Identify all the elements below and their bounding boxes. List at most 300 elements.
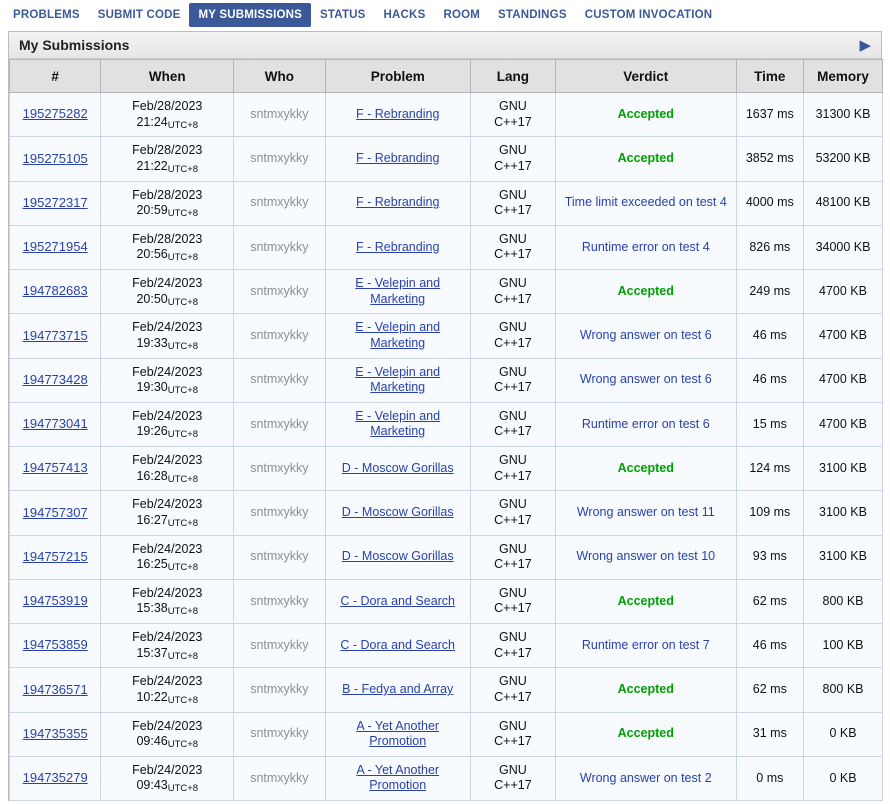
submission-id-cell — [10, 535, 101, 579]
memory-cell: 0 KB — [804, 756, 883, 800]
language-compiler: GNU — [499, 320, 527, 335]
nav-item-standings[interactable]: STANDINGS — [498, 9, 567, 21]
submission-id-cell — [10, 402, 101, 446]
submission-author-cell[interactable]: sntmxykky — [234, 137, 325, 181]
table-row — [10, 491, 883, 535]
submission-clock — [106, 469, 228, 485]
problem-cell — [325, 402, 470, 446]
submission-clock-time: 16:28 — [136, 468, 168, 483]
language-compiler: GNU — [499, 674, 527, 689]
status-badge: Accepted — [617, 151, 674, 166]
submission-clock — [106, 247, 228, 263]
submission-timezone: UTC+8 — [167, 650, 199, 662]
verdict-cell — [555, 579, 736, 623]
language-standard: C++17 — [494, 512, 532, 527]
nav-item-status[interactable]: STATUS — [320, 9, 366, 21]
memory-cell: 4700 KB — [804, 358, 883, 402]
column-header-memory: Memory — [804, 60, 883, 93]
submission-clock — [106, 159, 228, 175]
language-cell — [470, 756, 555, 800]
submission-time-cell — [101, 402, 234, 446]
submission-clock — [106, 424, 228, 440]
problem-cell — [325, 756, 470, 800]
verdict-cell — [555, 491, 736, 535]
verdict-cell — [555, 93, 736, 137]
submission-id-link[interactable]: 194757307 — [22, 504, 88, 520]
problem-cell — [325, 358, 470, 402]
verdict-cell — [555, 668, 736, 712]
table-row — [10, 225, 883, 269]
language-compiler: GNU — [499, 276, 527, 290]
language-cell — [470, 624, 555, 668]
language-standard: C++17 — [494, 380, 532, 395]
submission-clock — [106, 734, 228, 750]
execution-time-cell: 0 ms — [736, 756, 803, 800]
status-badge: Wrong answer on test 6 — [579, 328, 712, 343]
table-row — [10, 358, 883, 402]
column-header-problem: Problem — [325, 60, 470, 93]
verdict-cell — [555, 402, 736, 446]
submission-id-cell — [10, 668, 101, 712]
submission-date: Feb/28/2023 — [132, 231, 203, 246]
submission-clock-time: 21:22 — [136, 158, 168, 173]
submission-date: Feb/24/2023 — [132, 408, 203, 423]
table-row — [10, 447, 883, 491]
problem-link[interactable]: E - Velepin and Marketing — [355, 408, 441, 439]
memory-cell: 3100 KB — [804, 535, 883, 579]
submission-date: Feb/24/2023 — [132, 718, 203, 733]
language-compiler: GNU — [499, 231, 527, 246]
submission-timezone: UTC+8 — [167, 385, 199, 397]
table-row — [10, 756, 883, 800]
nav-item-room[interactable]: ROOM — [443, 9, 481, 21]
execution-time-cell: 93 ms — [736, 535, 803, 579]
submission-clock — [106, 601, 228, 617]
language-standard: C++17 — [494, 778, 532, 793]
nav-item-custom-invocation[interactable]: CUSTOM INVOCATION — [584, 9, 713, 21]
submission-time-cell — [101, 225, 234, 269]
submission-id-link[interactable]: 194735279 — [22, 770, 88, 786]
language-standard: C++17 — [494, 557, 532, 572]
status-badge: Accepted — [617, 460, 674, 475]
problem-link[interactable]: F - Rebranding — [356, 106, 440, 121]
submission-date: Feb/24/2023 — [132, 497, 203, 512]
memory-cell: 53200 KB — [804, 137, 883, 181]
table-row — [10, 314, 883, 358]
submission-author-cell[interactable]: sntmxykky — [234, 270, 325, 314]
submission-date: Feb/28/2023 — [132, 187, 203, 202]
verdict-cell — [555, 535, 736, 579]
problem-cell — [325, 225, 470, 269]
submission-id-cell — [10, 579, 101, 623]
execution-time-cell: 3852 ms — [736, 137, 803, 181]
submission-author-cell[interactable]: sntmxykky — [234, 358, 325, 402]
problem-cell — [325, 314, 470, 358]
submission-timezone: UTC+8 — [167, 429, 199, 441]
problem-link[interactable]: E - Velepin and Marketing — [355, 320, 441, 350]
status-badge: Time limit exceeded on test 4 — [564, 195, 727, 210]
submission-id-cell — [10, 181, 101, 225]
problem-cell — [325, 137, 470, 181]
language-cell — [470, 270, 555, 314]
execution-time-cell: 826 ms — [736, 225, 803, 269]
language-compiler: GNU — [499, 497, 527, 512]
submission-timezone: UTC+8 — [167, 340, 199, 352]
table-row — [10, 668, 883, 712]
submission-author-cell[interactable]: sntmxykky — [234, 712, 325, 756]
chevron-right-icon[interactable]: ▶ — [859, 36, 871, 54]
submission-clock-time: 09:46 — [136, 734, 168, 749]
submission-timezone: UTC+8 — [167, 296, 199, 308]
problem-cell — [325, 579, 470, 623]
status-badge: Wrong answer on test 10 — [576, 549, 716, 564]
submission-timezone: UTC+8 — [167, 163, 199, 175]
submission-time-cell — [101, 712, 234, 756]
submissions-table — [9, 59, 883, 801]
submission-time-cell — [101, 358, 234, 402]
verdict-cell — [555, 358, 736, 402]
problem-link[interactable]: D - Moscow Gorillas — [341, 505, 454, 520]
submission-date: Feb/24/2023 — [132, 276, 203, 290]
execution-time-cell: 46 ms — [736, 314, 803, 358]
language-cell — [470, 491, 555, 535]
submission-id-link[interactable]: 194773041 — [22, 416, 88, 432]
language-compiler: GNU — [499, 187, 527, 202]
memory-cell: 48100 KB — [804, 181, 883, 225]
submission-date: Feb/24/2023 — [132, 541, 203, 556]
submission-clock — [106, 115, 228, 131]
execution-time-cell: 1637 ms — [736, 93, 803, 137]
submission-time-cell — [101, 93, 234, 137]
submission-id-link[interactable]: 195275105 — [22, 150, 88, 166]
column-header-time: Time — [736, 60, 803, 93]
language-standard: C++17 — [494, 247, 532, 262]
problem-link[interactable]: F - Rebranding — [356, 239, 440, 254]
submission-author-cell[interactable]: sntmxykky — [234, 756, 325, 800]
submission-id-cell — [10, 225, 101, 269]
problem-cell — [325, 181, 470, 225]
language-compiler: GNU — [499, 718, 527, 733]
submission-time-cell — [101, 535, 234, 579]
language-standard: C++17 — [494, 734, 532, 749]
problem-link[interactable]: A - Yet Another Promotion — [356, 762, 440, 793]
problem-cell — [325, 93, 470, 137]
submission-id-cell — [10, 447, 101, 491]
problem-cell — [325, 668, 470, 712]
submission-date: Feb/24/2023 — [132, 674, 203, 689]
language-compiler: GNU — [499, 630, 527, 644]
nav-item-submit-code[interactable]: SUBMIT CODE — [97, 9, 181, 21]
execution-time-cell: 46 ms — [736, 624, 803, 668]
submission-id-link[interactable]: 194736571 — [22, 681, 88, 697]
language-standard: C++17 — [494, 645, 532, 660]
column-header-who: Who — [234, 60, 325, 93]
submission-timezone: UTC+8 — [167, 739, 199, 751]
submission-author-cell[interactable]: sntmxykky — [234, 93, 325, 137]
submission-clock-time: 09:43 — [136, 778, 168, 793]
language-cell — [470, 314, 555, 358]
verdict-cell — [555, 756, 736, 800]
problem-cell — [325, 447, 470, 491]
submission-id-link[interactable]: 194757215 — [22, 548, 88, 564]
memory-cell: 3100 KB — [804, 447, 883, 491]
submission-time-cell — [101, 447, 234, 491]
submission-date: Feb/24/2023 — [132, 364, 203, 379]
submission-clock — [106, 513, 228, 529]
verdict-cell — [555, 270, 736, 314]
execution-time-cell: 46 ms — [736, 358, 803, 402]
submission-clock-time: 20:50 — [136, 291, 168, 306]
execution-time-cell: 15 ms — [736, 402, 803, 446]
status-badge: Wrong answer on test 6 — [579, 372, 712, 387]
submission-id-link[interactable]: 195271954 — [22, 239, 88, 255]
memory-cell: 31300 KB — [804, 93, 883, 137]
memory-cell: 34000 KB — [804, 225, 883, 269]
submission-author-cell[interactable]: sntmxykky — [234, 624, 325, 668]
submission-id-link[interactable]: 194782683 — [22, 283, 88, 299]
submission-time-cell — [101, 624, 234, 668]
submission-timezone: UTC+8 — [167, 562, 199, 574]
problem-link[interactable]: C - Dora and Search — [340, 593, 456, 608]
column-header-: # — [10, 60, 101, 93]
language-cell — [470, 535, 555, 579]
submission-author-cell[interactable]: sntmxykky — [234, 225, 325, 269]
language-compiler: GNU — [499, 364, 527, 379]
problem-link[interactable]: A - Yet Another Promotion — [356, 718, 440, 749]
language-cell — [470, 181, 555, 225]
language-cell — [470, 447, 555, 491]
submission-id-cell — [10, 491, 101, 535]
language-compiler: GNU — [499, 99, 527, 113]
submission-time-cell — [101, 270, 234, 314]
submission-timezone: UTC+8 — [167, 208, 199, 220]
page-title: My Submissions — [19, 37, 130, 53]
submission-author-cell[interactable]: sntmxykky — [234, 491, 325, 535]
submission-date: Feb/24/2023 — [132, 630, 203, 644]
problem-cell — [325, 535, 470, 579]
submission-timezone: UTC+8 — [167, 606, 199, 618]
submission-id-link[interactable]: 195275282 — [22, 106, 88, 122]
problem-link[interactable]: E - Velepin and Marketing — [355, 364, 441, 395]
language-cell — [470, 402, 555, 446]
problem-link[interactable]: E - Velepin and Marketing — [355, 276, 441, 306]
language-compiler: GNU — [499, 541, 527, 556]
language-compiler: GNU — [499, 453, 527, 467]
nav-item-problems[interactable]: PROBLEMS — [13, 9, 80, 21]
language-cell — [470, 579, 555, 623]
submission-id-cell — [10, 314, 101, 358]
submission-timezone: UTC+8 — [167, 517, 199, 529]
table-row — [10, 181, 883, 225]
problem-link[interactable]: C - Dora and Search — [340, 637, 456, 652]
execution-time-cell: 109 ms — [736, 491, 803, 535]
verdict-cell — [555, 447, 736, 491]
submission-id-cell — [10, 137, 101, 181]
submission-clock — [106, 203, 228, 219]
status-badge: Runtime error on test 4 — [581, 239, 710, 254]
verdict-cell — [555, 181, 736, 225]
submission-clock-time: 15:38 — [136, 601, 168, 616]
submission-time-cell — [101, 668, 234, 712]
submission-date: Feb/24/2023 — [132, 585, 203, 600]
submission-author-cell[interactable]: sntmxykky — [234, 447, 325, 491]
column-header-when: When — [101, 60, 234, 93]
submission-id-link[interactable]: 194753919 — [22, 593, 88, 609]
submission-clock — [106, 690, 228, 706]
column-header-lang: Lang — [470, 60, 555, 93]
submission-clock-time: 19:30 — [136, 380, 168, 395]
verdict-cell — [555, 712, 736, 756]
submission-clock — [106, 778, 228, 794]
submission-clock — [106, 292, 228, 308]
execution-time-cell: 249 ms — [736, 270, 803, 314]
problem-cell — [325, 270, 470, 314]
table-row — [10, 712, 883, 756]
language-cell — [470, 712, 555, 756]
submission-author-cell[interactable]: sntmxykky — [234, 668, 325, 712]
memory-cell: 800 KB — [804, 579, 883, 623]
language-standard: C++17 — [494, 291, 532, 306]
table-row — [10, 624, 883, 668]
submission-timezone: UTC+8 — [167, 473, 199, 485]
submission-clock-time: 16:27 — [136, 512, 168, 527]
submission-id-cell — [10, 270, 101, 314]
submission-time-cell — [101, 137, 234, 181]
submission-clock-time: 16:25 — [136, 557, 168, 572]
submission-time-cell — [101, 756, 234, 800]
table-body — [10, 93, 883, 801]
submission-clock-time: 21:24 — [136, 114, 168, 129]
problem-cell — [325, 624, 470, 668]
language-standard: C++17 — [494, 158, 532, 173]
memory-cell: 800 KB — [804, 668, 883, 712]
submission-id-link[interactable]: 194773715 — [22, 327, 88, 343]
table-row — [10, 93, 883, 137]
submission-id-cell — [10, 358, 101, 402]
language-compiler: GNU — [499, 762, 527, 777]
submission-author-cell[interactable]: sntmxykky — [234, 535, 325, 579]
status-badge: Accepted — [617, 682, 674, 697]
submission-time-cell — [101, 314, 234, 358]
submission-timezone: UTC+8 — [167, 252, 199, 264]
problem-cell — [325, 712, 470, 756]
status-badge: Accepted — [617, 106, 674, 121]
submission-date: Feb/24/2023 — [132, 453, 203, 467]
submission-timezone: UTC+8 — [167, 694, 199, 706]
status-badge: Runtime error on test 6 — [581, 416, 710, 431]
verdict-cell — [555, 225, 736, 269]
table-row — [10, 270, 883, 314]
table-header-row — [10, 60, 883, 93]
my-submissions-panel — [8, 31, 882, 801]
nav-item-hacks[interactable]: HACKS — [383, 9, 426, 21]
language-standard: C++17 — [494, 689, 532, 704]
problem-link[interactable]: B - Fedya and Array — [342, 682, 454, 697]
submission-clock-time: 10:22 — [136, 689, 168, 704]
submission-clock-time: 15:37 — [136, 645, 168, 660]
submission-clock — [106, 336, 228, 352]
language-standard: C++17 — [494, 335, 532, 350]
submission-date: Feb/24/2023 — [132, 320, 203, 335]
status-badge: Runtime error on test 7 — [581, 637, 710, 652]
submission-clock-time: 20:59 — [136, 203, 168, 218]
submission-author-cell[interactable]: sntmxykky — [234, 579, 325, 623]
language-cell — [470, 225, 555, 269]
verdict-cell — [555, 137, 736, 181]
problem-cell — [325, 491, 470, 535]
submission-clock — [106, 380, 228, 396]
submission-clock-time: 19:26 — [136, 424, 168, 439]
submission-timezone: UTC+8 — [167, 783, 199, 795]
execution-time-cell: 4000 ms — [736, 181, 803, 225]
submission-clock-time: 19:33 — [136, 335, 168, 350]
execution-time-cell: 62 ms — [736, 579, 803, 623]
language-cell — [470, 137, 555, 181]
verdict-cell — [555, 314, 736, 358]
memory-cell: 0 KB — [804, 712, 883, 756]
submission-id-link[interactable]: 194735355 — [22, 725, 88, 741]
execution-time-cell: 31 ms — [736, 712, 803, 756]
main-navigation — [0, 0, 890, 31]
submission-id-link[interactable]: 194773428 — [22, 371, 88, 387]
language-standard: C++17 — [494, 601, 532, 616]
language-compiler: GNU — [499, 408, 527, 423]
language-cell — [470, 358, 555, 402]
problem-link[interactable]: F - Rebranding — [356, 195, 440, 210]
memory-cell: 4700 KB — [804, 402, 883, 446]
memory-cell: 4700 KB — [804, 314, 883, 358]
submission-clock — [106, 646, 228, 662]
problem-link[interactable]: D - Moscow Gorillas — [341, 460, 454, 475]
language-standard: C++17 — [494, 468, 532, 483]
column-header-verdict: Verdict — [555, 60, 736, 93]
submission-timezone: UTC+8 — [167, 119, 199, 131]
language-compiler: GNU — [499, 143, 527, 158]
language-standard: C++17 — [494, 424, 532, 439]
language-cell — [470, 668, 555, 712]
language-compiler: GNU — [499, 585, 527, 600]
table-row — [10, 579, 883, 623]
verdict-cell — [555, 624, 736, 668]
submission-time-cell — [101, 181, 234, 225]
submission-author-cell[interactable]: sntmxykky — [234, 314, 325, 358]
panel-header — [9, 32, 881, 59]
memory-cell: 4700 KB — [804, 270, 883, 314]
memory-cell: 3100 KB — [804, 491, 883, 535]
status-badge: Wrong answer on test 11 — [576, 505, 715, 520]
language-standard: C++17 — [494, 203, 532, 218]
submission-author-cell[interactable]: sntmxykky — [234, 402, 325, 446]
submission-id-link[interactable]: 194753859 — [22, 637, 88, 653]
problem-link[interactable]: F - Rebranding — [356, 151, 440, 166]
language-cell — [470, 93, 555, 137]
status-badge: Accepted — [617, 283, 674, 298]
submission-id-cell — [10, 624, 101, 668]
nav-item-my-submissions[interactable]: MY SUBMISSIONS — [189, 3, 311, 27]
problem-link[interactable]: D - Moscow Gorillas — [341, 549, 454, 564]
submission-clock — [106, 557, 228, 573]
submission-author-cell[interactable]: sntmxykky — [234, 181, 325, 225]
language-standard: C++17 — [494, 114, 532, 129]
submission-id-link[interactable]: 194757413 — [22, 460, 88, 476]
submission-id-link[interactable]: 195272317 — [22, 194, 88, 210]
submission-date: Feb/28/2023 — [132, 143, 203, 158]
submission-id-cell — [10, 756, 101, 800]
execution-time-cell: 62 ms — [736, 668, 803, 712]
submission-time-cell — [101, 579, 234, 623]
memory-cell: 100 KB — [804, 624, 883, 668]
submission-clock-time: 20:56 — [136, 247, 168, 262]
